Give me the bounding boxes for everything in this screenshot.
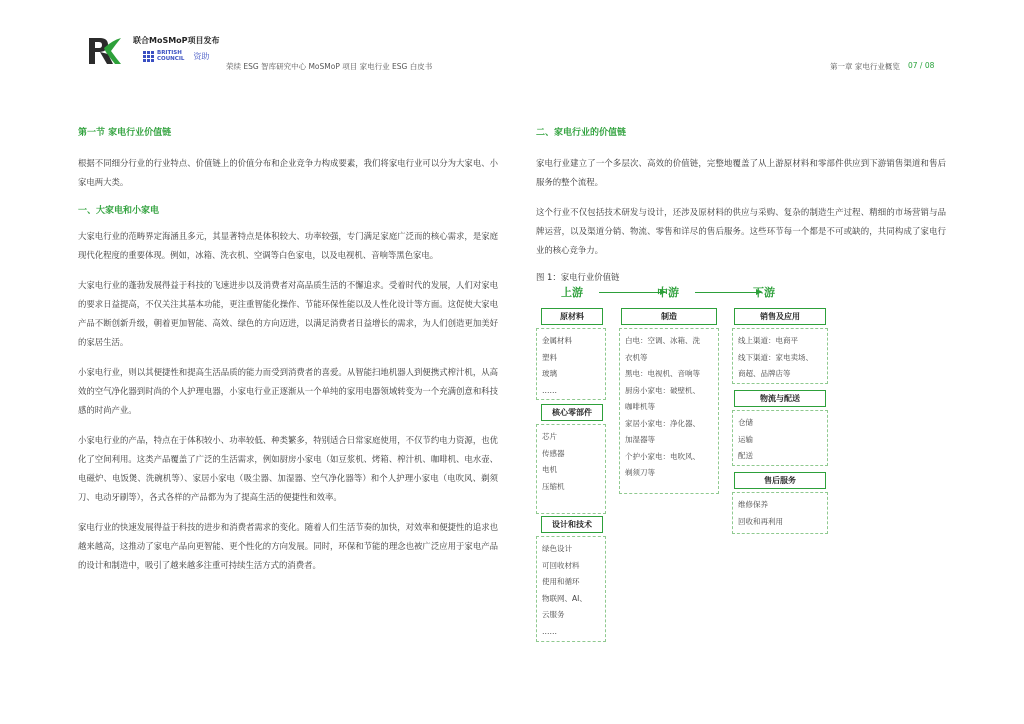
section-title: 二、家电行业的价值链 [536,128,627,138]
list-item: 黑电：电视机、音响等 [625,369,700,378]
stage-upstream: 上游 [561,286,583,299]
list-item: 回收和再利用 [738,516,783,526]
category-manufacturing: 制造 [621,308,717,325]
list-item: 维修保养 [738,500,768,509]
list-item: 云服务 [542,610,565,619]
list-item: 咖啡机等 [625,402,655,411]
arrow-icon [695,292,761,293]
manufacturing-list [619,328,719,494]
logistics-list [732,410,828,466]
list-item: 剃须刀等 [625,468,655,477]
list-item: …… [542,626,557,636]
list-item: 塑料 [542,352,557,362]
list-item: 白电：空调、冰箱、洗 [625,336,700,345]
sales-list [732,328,828,384]
figure-title: 图 1：家电行业价值链 [536,272,620,282]
list-item: 仓储 [738,418,753,427]
list-item: 玻璃 [542,369,557,378]
list-item: 个护小家电：电吹风、 [625,451,700,461]
intro-paragraph: 根据不同细分行业的行业特点、价值链上的价值分布和企业竞争力构成要素，我们将家电行业可以分为大家电、小家电两大类。 [78,158,498,187]
stage-downstream: 下游 [753,286,775,299]
list-item: 运输 [738,434,753,444]
publisher-label: 联合MoSMoP项目发布 [133,36,220,45]
list-item: 厨房小家电：破壁机、 [625,385,700,395]
page-header [0,0,1024,80]
category-logistics: 物流与配送 [734,390,826,407]
chapter-title: 第一章 家电行业概览 [830,62,900,71]
page-number: 07 / 08 [908,61,935,70]
raw-materials-list [536,328,606,400]
right-column [536,125,946,283]
paragraph: 大家电行业的蓬勃发展得益于科技的飞速进步以及消费者对高品质生活的不懈追求。受着时代的发展，人们对家电的要求日益提高，不仅关注其基本功能，更注重智能化操作、节能环保性能以及人性化设计等方面。这促使大家电产品不断创新升级，朝着更加智能、高效、绿色的方向迈进，以满足消费者日益增长的需求，为人们创造更加美好的家居生活。 [78,280,498,347]
list-item: 配送 [738,451,753,460]
list-item: 商超、品牌店等 [738,369,791,378]
list-item: 传感器 [542,448,565,458]
paragraph: 这个行业不仅包括技术研发与设计，还涉及原材料的供应与采购、复杂的制造生产过程、精细的市场营销与品牌运营，以及渠道分销、物流、零售和详尽的售后服务。这些环节每一个都是不可或缺的，共同构成了家电行业的核心竞争力。 [536,207,946,255]
design-tech-list [536,536,606,642]
core-parts-list [536,424,606,514]
list-item: 物联网、AI、 [542,593,587,603]
british-council-logo [143,50,209,62]
left-column [78,125,498,586]
category-after-sales: 售后服务 [734,472,826,489]
bc-line1: BRITISH [157,50,182,56]
list-item: 绿色设计 [542,544,572,553]
list-item: 可回收材料 [542,560,580,570]
list-item: 家居小家电：净化器、 [625,418,700,428]
british-council-dots-icon [143,51,154,62]
after-sales-list [732,492,828,534]
list-item: 使用和循环 [542,577,580,586]
stage-midstream: 中游 [657,286,679,299]
list-item: 压缩机 [542,481,565,491]
value-chain-diagram [536,284,836,644]
funded-label: 资助 [193,51,210,61]
paragraph: 小家电行业的产品，特点在于体积较小、功率较低、种类繁多，特别适合日常家庭使用，不仅节约电力资源，也优化了空间利用。这类产品覆盖了广泛的生活需求，例如厨房小家电（如豆浆机、烤箱、榨汁机、咖啡机、电水壶、电磁炉、电饭煲、洗碗机等）、家居小家电（吸尘器、加湿器、空气净化器等）和个人护理小家电（电吹风、剃须刀、电动牙刷等），各式各样的产品都为为了提高生活的便捷性和效率。 [78,435,498,502]
category-design-tech: 设计和技术 [541,516,603,533]
paragraph: 家电行业建立了一个多层次、高效的价值链，完整地覆盖了从上游原材料和零部件供应到下游销售渠道和售后服务的整个流程。 [536,158,946,187]
subsection-title: 一、大家电和小家电 [78,206,160,216]
section-title: 第一节 家电行业价值链 [78,128,172,138]
arrow-icon [599,292,665,293]
list-item: 金属材料 [542,336,572,345]
paragraph: 大家电行业的范畴界定海涵且多元，其显著特点是体积较大、功率较强，专门满足家庭广泛而的核心需求，是家庭现代化程度的重要体现。例如，冰箱、洗衣机、空调等白色家电，以及电视机、音响等黑色家电。 [78,231,498,260]
list-item: 芯片 [542,432,557,441]
rx-logo [86,34,122,66]
category-raw-materials: 原材料 [541,308,603,325]
paragraph: 小家电行业，则以其便捷性和提高生活品质的能力而受到消费者的喜爱。从智能扫地机器人到便携式榨汁机，从高效的空气净化器到时尚的个人护理电器，小家电行业正逐渐从一个单纯的家用电器领域转变为一个充满创意和科技感的时尚产业。 [78,367,498,415]
list-item: 电机 [542,465,557,474]
list-item: …… [542,385,557,395]
category-sales: 销售及应用 [734,308,826,325]
list-item: 衣机等 [625,352,648,362]
category-core-parts: 核心零部件 [541,404,603,421]
bc-line2: COUNCIL [157,56,185,62]
paragraph: 家电行业的快速发展得益于科技的进步和消费者需求的变化。随着人们生活节奏的加快，对效率和便捷性的追求也越来越高，这推动了家电产品向更智能、更个性化的方向发展。同时，环保和节能的理念也被广泛应用于家电产品的设计和制造中，吸引了越来越多注重可持续生活方式的消费者。 [78,522,498,570]
header-subtitle: 荣续 ESG 智库研究中心 MoSMoP 项目 家电行业 ESG 白皮书 [226,62,433,71]
list-item: 线下渠道：家电卖场、 [738,352,813,362]
list-item: 线上渠道：电商平 [738,336,798,345]
list-item: 加湿器等 [625,435,655,444]
